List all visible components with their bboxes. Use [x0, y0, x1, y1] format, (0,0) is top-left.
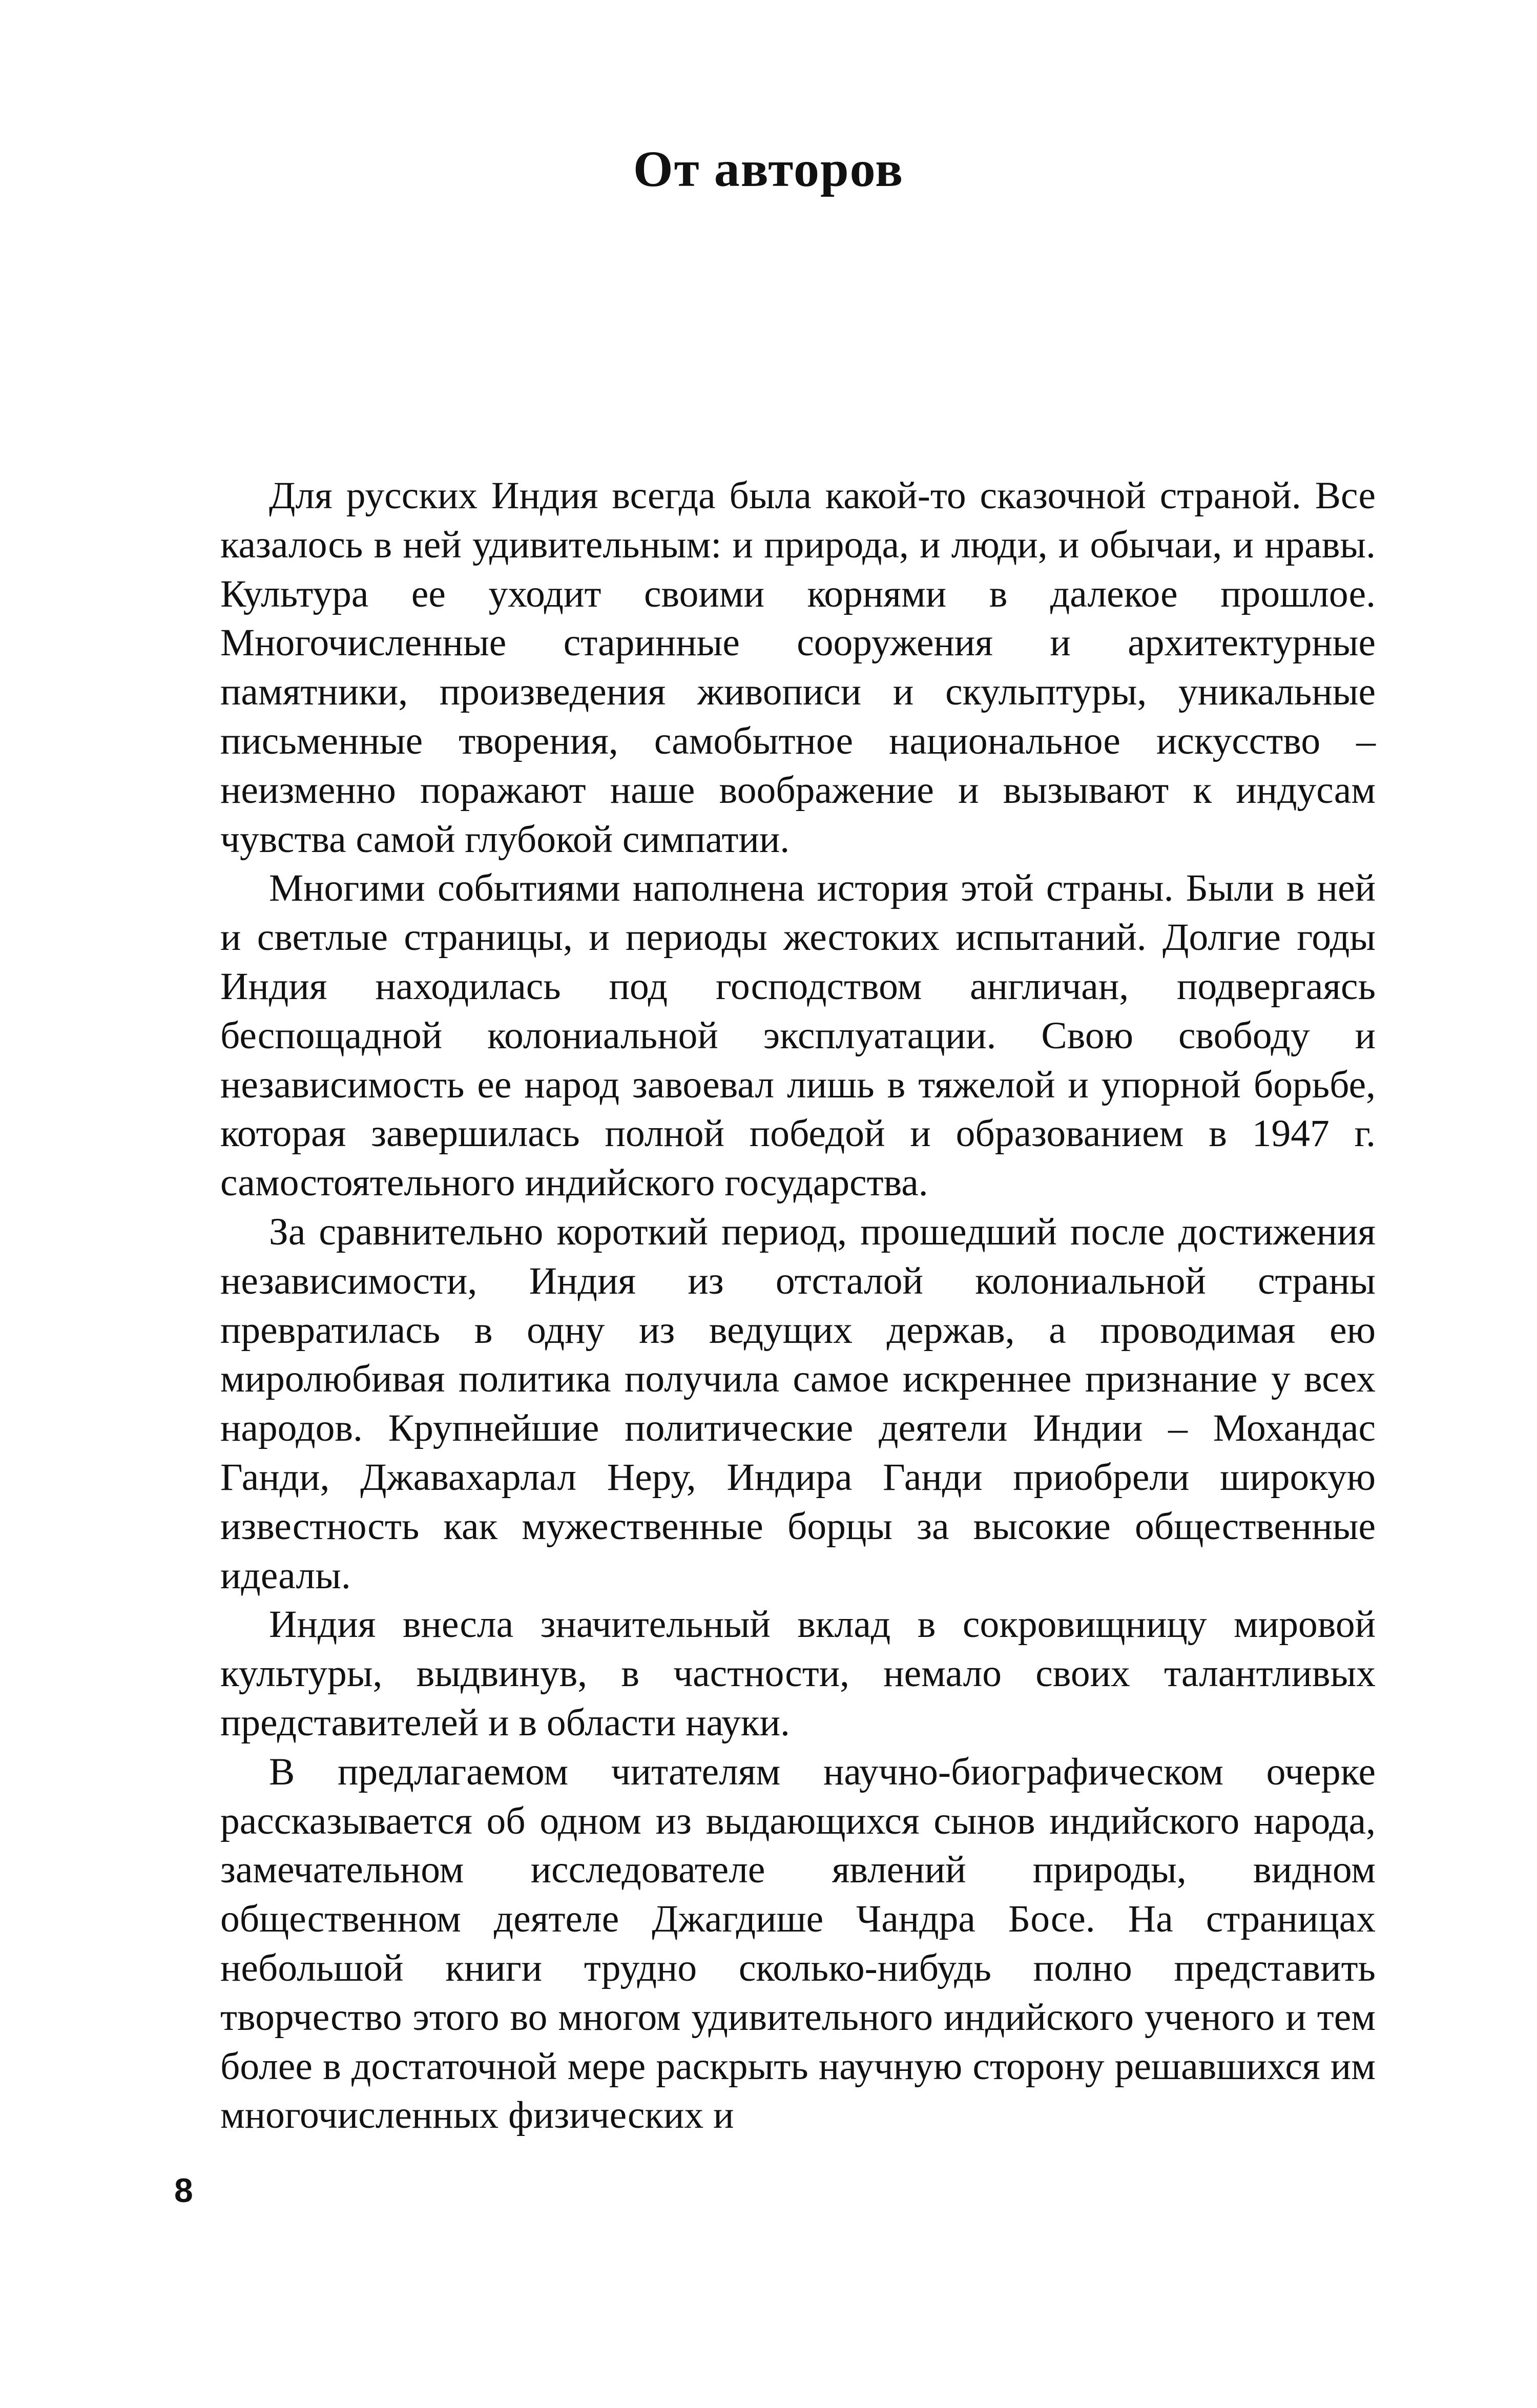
- paragraph-3: За сравнительно короткий период, прошедший после достижения независимости, Индия из отсталой колониальной страны превратилась в одну из ведущих держав, а проводимая ею миролюбивая политика получила самое искреннее признание у всех народов. Крупнейшие политические деятели Индии – Мохандас Ганди, Джавахарлал Неру, Индира Ганди приобрели широкую известность как мужественные борцы за высокие общественные идеалы.: [220, 1210, 1376, 1597]
- page-heading: От авторов: [633, 140, 904, 197]
- paragraph-5: В предлагаемом читателям научно-биографическом очерке рассказывается об одном из выдающихся сынов индийского народа, замечательном исследователе явлений природы, видном общественном деятеле Джагдише Чандра Босе. На страницах небольшой книги трудно сколько-нибудь полно представить творчество этого во многом удивительного индийского ученого и тем более в достаточной мере раскрыть научную сторону решавшихся им многочисленных физических и: [220, 1750, 1376, 2137]
- body-text: [220, 471, 1376, 2140]
- paragraph-4: Индия внесла значительный вклад в сокровищницу мировой культуры, выдвинув, в частности, немало своих талантливых представителей и в области науки.: [220, 1603, 1376, 1744]
- page-number: 8: [174, 2171, 193, 2209]
- paragraph-2: Многими событиями наполнена история этой страны. Были в ней и светлые страницы, и периоды жестоких испытаний. Долгие годы Индия находилась под господством англичан, подвергаясь беспощадной колониальной эксплуатации. Свою свободу и независимость ее народ завоевал лишь в тяжелой и упорной борьбе, которая завершилась полной победой и образованием в 1947 г. самостоятельного индийского государства.: [220, 867, 1376, 1205]
- paragraph-1: Для русских Индия всегда была какой-то сказочной страной. Все казалось в ней удивительным: и природа, и люди, и обычаи, и нравы. Культура ее уходит своими корнями в далекое прошлое. Многочисленные старинные сооружения и архитектурные памятники, произведения живописи и скульптуры, уникальные письменные творения, самобытное национальное искусство – неизменно поражают наше воображение и вызывают к индусам чувства самой глубокой симпатии.: [220, 474, 1376, 861]
